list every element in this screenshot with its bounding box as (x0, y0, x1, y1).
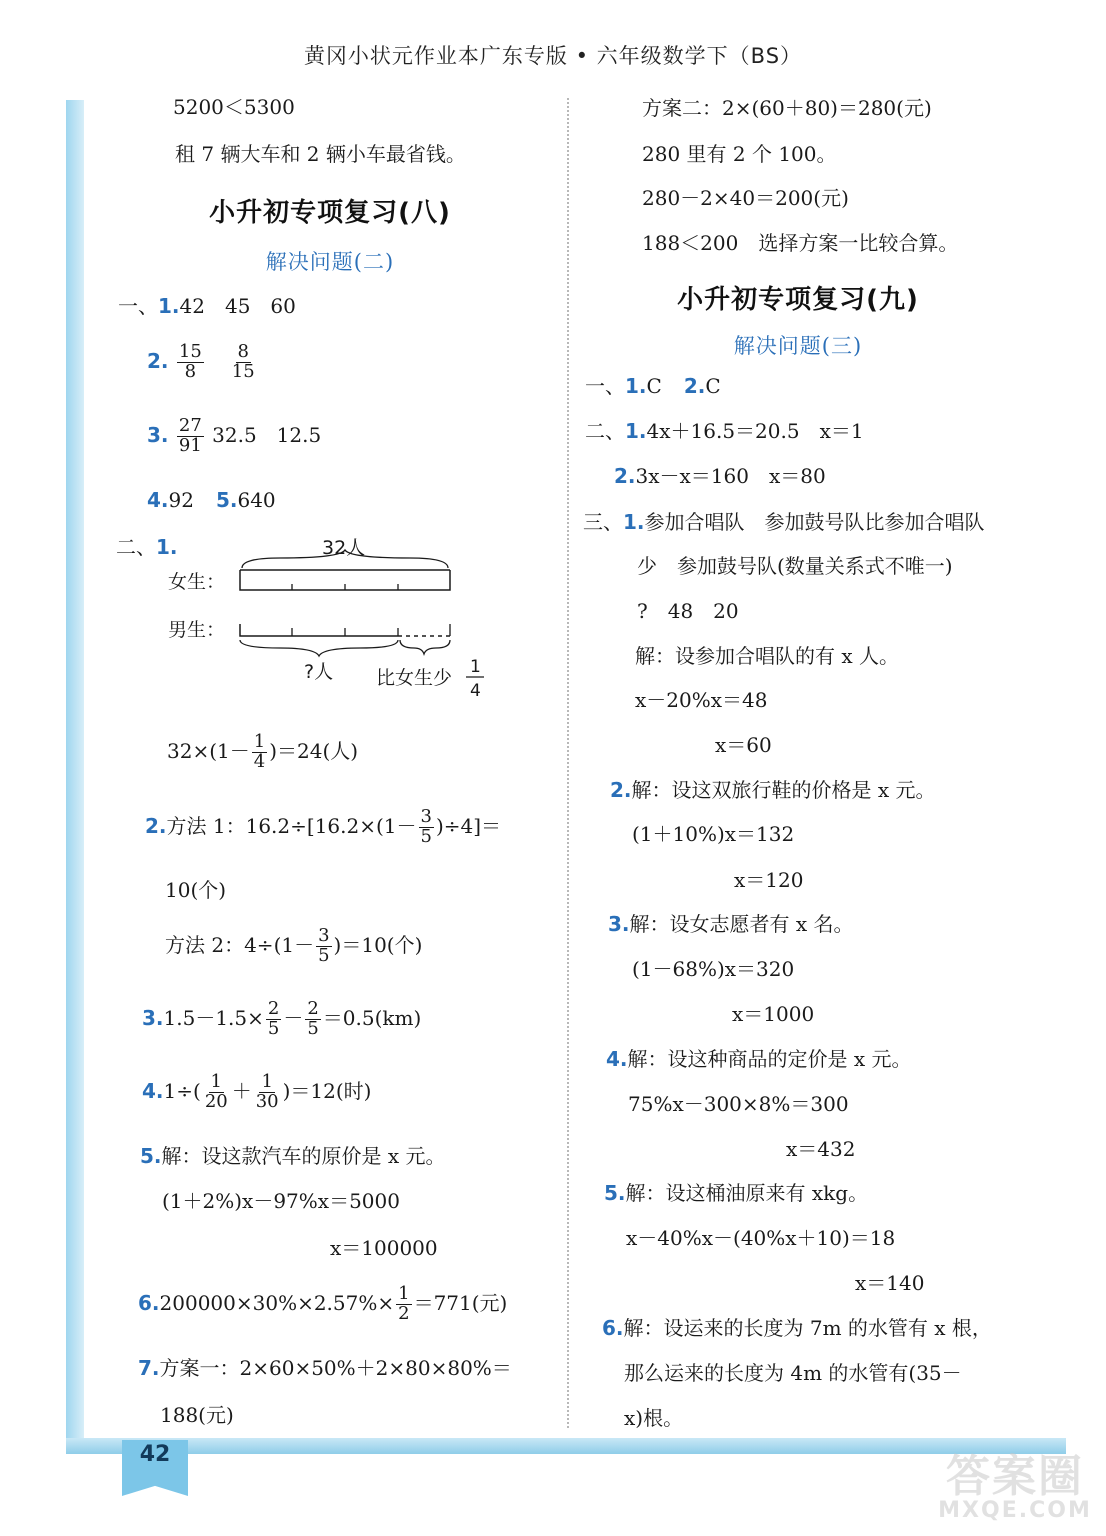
page-frame-bottom (66, 1438, 1066, 1454)
answer-line: x＝432 (786, 1137, 856, 1161)
question-number: 1. (156, 535, 178, 559)
fraction: $\frac{1}{30}$ (255, 1071, 279, 1112)
answer-line: (1＋2%)x－97%x＝5000 (162, 1189, 400, 1213)
answer-line: x＝1000 (732, 1002, 815, 1026)
answer-line: x＝120 (734, 868, 804, 892)
section-subtitle: 解决问题(三) (733, 334, 863, 358)
answer-line: 5.解：设这桶油原来有 xkg。 (604, 1181, 869, 1205)
answer-line: 6.解：设运来的长度为 7m 的水管有 x 根， (602, 1316, 992, 1340)
answer-line: 少 参加鼓号队(数量关系式不唯一) (637, 554, 953, 578)
question-number: 3. (142, 1005, 164, 1030)
question-number: 4. (147, 488, 169, 512)
fraction: $\frac{3}{5}$ (318, 925, 330, 966)
answer-line: 5200＜5300 (173, 95, 295, 119)
answer-line: 二、1.4x＋16.5＝20.5 x＝1 (585, 419, 864, 443)
answer-line: 一、1.C 2.C (585, 374, 721, 398)
answer-line: x)根。 (624, 1406, 684, 1430)
question-number: 5. (140, 1144, 162, 1168)
watermark-bottom: MXQE.COM (938, 1498, 1092, 1523)
answer-line: 32×(1－ $\frac{1}{4}$ )＝24(人) (167, 731, 359, 772)
bottom-brace-left (240, 640, 398, 656)
answer-line: 2.3x－x＝160 x＝80 (614, 464, 826, 488)
answer-line: 2.方法 1：16.2÷[16.2×(1－ $\frac{3}{5}$ )÷4]＝ (145, 806, 502, 847)
part-label: 二、 (116, 535, 156, 559)
fraction: $\frac{1}{4}$ (253, 731, 266, 772)
answer-line: 方案二：2×(60＋80)＝280(元) (642, 96, 932, 120)
answer-line: 3.解：设女志愿者有 x 名。 (608, 912, 854, 936)
answer-line: 3.1.5－1.5× $\frac{2}{5}$ － $\frac{2}{5}$ ＝0.5(km) (142, 998, 422, 1039)
bottom-brace-right (400, 640, 450, 654)
answer-line (147, 343, 259, 382)
answer-line: 方法 2：4÷(1－ $\frac{3}{5}$ )＝10(个) (165, 925, 423, 966)
fraction: $\frac{3}{5}$ (420, 806, 432, 847)
part-label: 一、 (585, 374, 625, 398)
question-number: 7. (138, 1356, 160, 1380)
question-number: 6. (138, 1290, 160, 1315)
answer-line: 那么运来的长度为 4m 的水管有(35－ (624, 1361, 962, 1385)
diagram-fraction-denominator: 4 (470, 681, 481, 701)
part-label: 二、 (585, 419, 625, 443)
answer-line: 租 7 辆大车和 2 辆小车最省钱。 (175, 142, 466, 166)
answer-line: ? 48 20 (637, 599, 739, 623)
fraction: $\frac{1}{2}$ (398, 1283, 410, 1324)
diagram-total-label: 32人 (322, 537, 366, 559)
fraction: $\frac{8}{15}$ (231, 341, 255, 382)
diagram-question-label: ?人 (304, 661, 334, 683)
answer-line: x＝100000 (330, 1236, 438, 1260)
answer-text: 32.5 12.5 (212, 422, 322, 447)
answer-text: 42 45 60 (179, 294, 296, 318)
answer-line: x＝60 (715, 733, 772, 757)
answer-line: 7.方案一：2×60×50%＋2×80×80%＝ (138, 1356, 512, 1380)
answer-line: 280－2×40＝200(元) (642, 186, 849, 210)
part-label: 三、 (583, 510, 623, 534)
answer-line: 188(元) (160, 1403, 234, 1427)
page-number: 42 (139, 1442, 171, 1467)
answer-line: 280 里有 2 个 100。 (642, 142, 837, 166)
answer-line: 75%x－300×8%＝300 (628, 1092, 849, 1116)
question-number: 2. (145, 813, 167, 838)
page-header: 黄冈小状元作业本广东专版 • 六年级数学下（BS） (303, 44, 803, 68)
answer-line: x－40%x－(40%x＋10)＝18 (626, 1226, 896, 1250)
answer-line: 5.解：设这款汽车的原价是 x 元。 (140, 1144, 446, 1168)
boys-bar (240, 624, 398, 636)
section-title: 小升初专项复习(九) (677, 285, 919, 315)
section-title: 小升初专项复习(八) (209, 198, 451, 228)
answer-line: x＝140 (855, 1271, 925, 1295)
question-number: 5. (215, 488, 238, 512)
page-frame-left (66, 100, 84, 1440)
fraction: $\frac{2}{5}$ (307, 998, 319, 1039)
fraction: $\frac{15}{8}$ (178, 341, 202, 382)
watermark-top: 答案圈 (946, 1451, 1084, 1502)
section-subtitle: 解决问题(二) (265, 250, 395, 274)
answer-line: 10(个) (165, 878, 227, 902)
answer-line: 2.解：设这双旅行鞋的价格是 x 元。 (610, 778, 936, 802)
diagram-less-label: 比女生少 (376, 667, 453, 689)
answer-line: (1＋10%)x＝132 (632, 822, 795, 846)
fraction: $\frac{2}{5}$ (267, 998, 280, 1039)
question-number: 2. (147, 348, 169, 373)
answer-line: 三、1.参加合唱队 参加鼓号队比参加合唱队 (583, 510, 985, 534)
answer-line: x－20%x＝48 (635, 688, 768, 712)
answer-line (147, 490, 276, 510)
answer-line: 6.200000×30%×2.57%× $\frac{1}{2}$ ＝771(元) (138, 1283, 508, 1324)
answer-line: 4.1÷( $\frac{1}{20}$ ＋ $\frac{1}{30}$ )＝12(时) (142, 1071, 372, 1112)
answer-text: 640 (237, 488, 276, 512)
answer-line (147, 417, 321, 456)
answer-line: 解：设参加合唱队的有 x 人。 (635, 644, 899, 668)
answer-line (118, 296, 296, 316)
part-label: 一、 (118, 294, 158, 318)
fraction: $\frac{27}{91}$ (178, 415, 202, 456)
answer-line: 4.解：设这种商品的定价是 x 元。 (606, 1047, 912, 1071)
question-number: 4. (142, 1078, 164, 1103)
diagram-fraction-numerator: 1 (470, 657, 481, 677)
question-number: 3. (147, 422, 169, 447)
answer-line: 188＜200 选择方案一比较合算。 (642, 231, 959, 255)
question-number: 1. (158, 294, 180, 318)
diagram-girls-label: 女生： (168, 571, 226, 593)
answer-line: (1－68%)x＝320 (632, 957, 795, 981)
diagram-boys-label: 男生： (168, 619, 226, 641)
segment-diagram (160, 532, 500, 708)
answer-text: 92 (168, 488, 194, 512)
fraction: $\frac{1}{20}$ (204, 1071, 228, 1112)
